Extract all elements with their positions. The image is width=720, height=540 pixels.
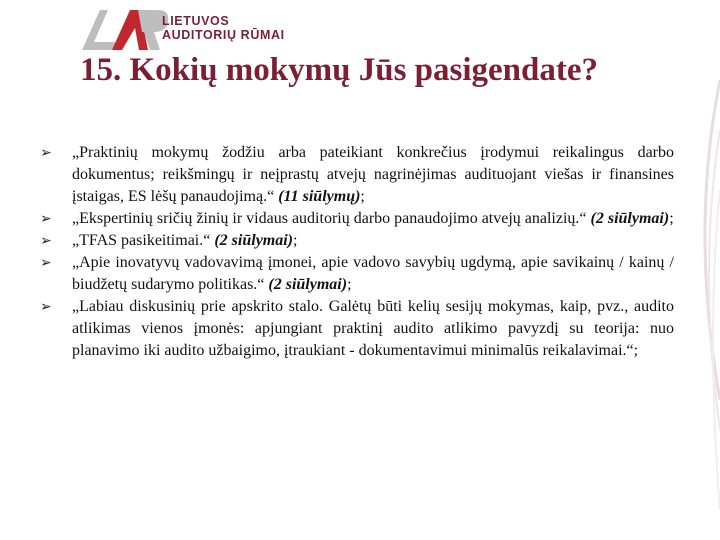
page-title: 15. Kokių mokymų Jūs pasigendate?: [80, 52, 599, 88]
arrow-bullet-icon: ➢: [40, 145, 52, 161]
item-text: „Apie inovatyvų vadovavimą įmonei, apie vadovo savybių ugdymą, apie savikainų / kainų / biudžetų sudarymo politikas.“: [72, 254, 674, 293]
item-text: „TFAS pasikeitimai.“: [72, 232, 215, 249]
logo-line-1: LIETUVOS: [162, 14, 230, 28]
item-emphasis: (2 siūlymai): [268, 276, 348, 293]
logo-text: [162, 14, 285, 42]
arrow-bullet-icon: ➢: [40, 233, 52, 249]
list-item: [40, 208, 674, 230]
item-text: „Praktinių mokymų žodžiu arba pateikiant konkrečius įrodymui reikalingus darbo dokumentus; reikšmingų ir neįprastų atvejų nagrinėjimas audituojant viešas ir finansines įstaigas, ES lėšų panaudojimą.“: [72, 144, 674, 205]
item-text: „Labiau diskusinių prie apskrito stalo. Galėtų būti kelių sesijų mokymas, kaip, pvz., audito atlikimas vienos įmonės: apjungiant praktinį audito atlikimo pavyzdį su teorija: nuo planavimo iki audito užbaigimo, įtraukiant - dokumentavimui minimalūs reikalavimai.“;: [72, 298, 674, 359]
bullet-list: [40, 142, 674, 362]
arrow-bullet-icon: ➢: [40, 255, 52, 271]
item-emphasis: (11 siūlymų): [278, 188, 361, 205]
item-emphasis: (2 siūlymai): [214, 232, 294, 249]
item-emphasis: (2 siūlymai): [590, 210, 670, 227]
item-suffix: ;: [347, 276, 352, 293]
logo-line-2: AUDITORIŲ RŪMAI: [162, 28, 285, 42]
item-suffix: ;: [293, 232, 298, 249]
decorative-arcs: [680, 70, 720, 540]
arrow-bullet-icon: ➢: [40, 211, 52, 227]
list-item: [40, 296, 674, 362]
list-item: [40, 142, 674, 208]
list-item: [40, 252, 674, 296]
list-item: [40, 230, 674, 252]
item-suffix: ;: [360, 188, 365, 205]
arrow-bullet-icon: ➢: [40, 299, 52, 315]
item-suffix: ;: [669, 210, 674, 227]
item-text: „Ekspertinių sričių žinių ir vidaus auditorių darbo panaudojimo atvejų analizių.“: [72, 210, 591, 227]
